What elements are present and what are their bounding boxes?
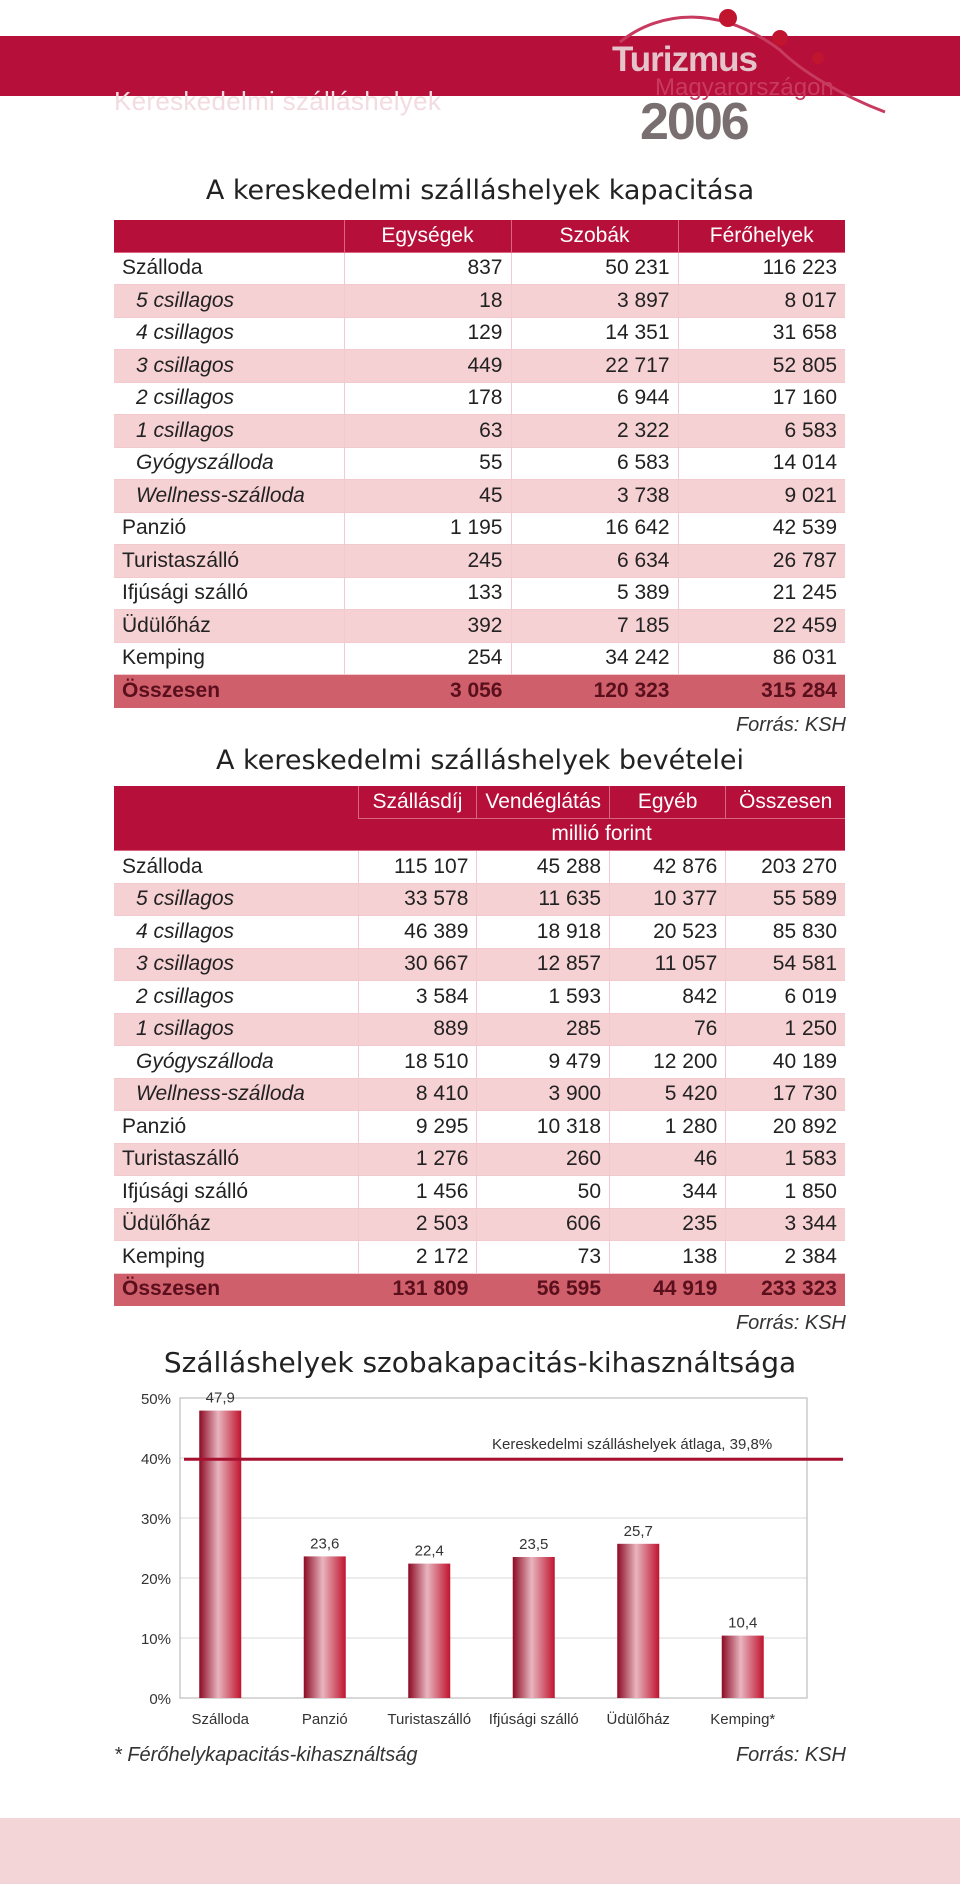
- row-label: Panzió: [114, 512, 344, 545]
- row-label: Kemping: [114, 642, 344, 675]
- column-header: Szobák: [511, 220, 678, 252]
- table-row: [114, 1013, 845, 1046]
- occupancy-bar-chart: [0, 1380, 960, 1740]
- cell-value: 20 892: [726, 1111, 845, 1144]
- section-title: Kereskedelmi szálláshelyek: [114, 86, 442, 116]
- cell-value: 3 900: [477, 1078, 610, 1111]
- cell-value: 449: [344, 350, 511, 383]
- bar-value-label: 23,5: [519, 1536, 549, 1553]
- revenue-table-title: A kereskedelmi szálláshelyek bevételei: [215, 745, 745, 776]
- cell-value: 46: [610, 1143, 726, 1176]
- row-label: Ifjúsági szálló: [114, 577, 344, 610]
- cell-value: 45 288: [477, 851, 610, 884]
- chart-footnote: * Férőhelykapacitás-kihasználtság: [114, 1744, 418, 1766]
- row-label: Üdülőház: [114, 1208, 358, 1241]
- table-row: [114, 545, 845, 578]
- capacity-table-title: A kereskedelmi szálláshelyek kapacitása: [205, 175, 755, 206]
- cell-value: 33 578: [358, 883, 477, 916]
- cell-value: 3 056: [344, 675, 511, 708]
- cell-value: 55: [344, 447, 511, 480]
- cell-value: 1 850: [726, 1176, 845, 1209]
- cell-value: 6 944: [511, 382, 678, 415]
- cell-value: 138: [610, 1241, 726, 1274]
- cell-value: 1 280: [610, 1111, 726, 1144]
- cell-value: 50 231: [511, 252, 678, 285]
- column-header: [114, 786, 358, 851]
- cell-value: 18: [344, 285, 511, 318]
- cell-value: 40 189: [726, 1046, 845, 1079]
- row-label: Gyógyszálloda: [114, 447, 344, 480]
- cell-value: 842: [610, 981, 726, 1014]
- cell-value: 63: [344, 415, 511, 448]
- table-row: [114, 285, 845, 318]
- cell-value: 245: [344, 545, 511, 578]
- cell-value: 11 057: [610, 948, 726, 981]
- column-header: Egyéb: [610, 786, 726, 818]
- row-label: 3 csillagos: [114, 350, 344, 383]
- cell-value: 14 351: [511, 317, 678, 350]
- column-header: [114, 220, 344, 252]
- table-row: [114, 1208, 845, 1241]
- logo: [600, 0, 900, 150]
- cell-value: 6 583: [678, 415, 845, 448]
- logo-word: Turizmus: [612, 40, 757, 79]
- row-label: Wellness-szálloda: [114, 480, 344, 513]
- cell-value: 129: [344, 317, 511, 350]
- cell-value: 10 377: [610, 883, 726, 916]
- table-row: [114, 1046, 845, 1079]
- row-label: 5 csillagos: [114, 285, 344, 318]
- cell-value: 55 589: [726, 883, 845, 916]
- table-row: [114, 1111, 845, 1144]
- cell-value: 6 019: [726, 981, 845, 1014]
- row-label: Üdülőház: [114, 610, 344, 643]
- row-label: 4 csillagos: [114, 916, 358, 949]
- row-label: 1 csillagos: [114, 415, 344, 448]
- x-tick-label: Turistaszálló: [387, 1711, 472, 1728]
- revenue-source: Forrás: KSH: [735, 1312, 846, 1334]
- row-label: Panzió: [114, 1111, 358, 1144]
- cell-value: 26 787: [678, 545, 845, 578]
- column-header: Összesen: [726, 786, 845, 818]
- cell-value: 85 830: [726, 916, 845, 949]
- cell-value: 115 107: [358, 851, 477, 884]
- row-label: Gyógyszálloda: [114, 1046, 358, 1079]
- table-row: [114, 916, 845, 949]
- cell-value: 16 642: [511, 512, 678, 545]
- row-label: Ifjúsági szálló: [114, 1176, 358, 1209]
- cell-value: 46 389: [358, 916, 477, 949]
- cell-value: 889: [358, 1013, 477, 1046]
- cell-value: 254: [344, 642, 511, 675]
- cell-value: 17 160: [678, 382, 845, 415]
- cell-value: 42 876: [610, 851, 726, 884]
- row-label: 3 csillagos: [114, 948, 358, 981]
- footer-bar: [0, 1818, 960, 1884]
- table-row: [114, 350, 845, 383]
- cell-value: 344: [610, 1176, 726, 1209]
- cell-value: 8 017: [678, 285, 845, 318]
- cell-value: 2 384: [726, 1241, 845, 1274]
- table-row: [114, 1176, 845, 1209]
- cell-value: 17 730: [726, 1078, 845, 1111]
- cell-value: 14 014: [678, 447, 845, 480]
- cell-value: 116 223: [678, 252, 845, 285]
- column-header: Vendéglátás: [477, 786, 610, 818]
- logo-year: 2006: [640, 93, 748, 151]
- table-row: [114, 883, 845, 916]
- row-label: Wellness-szálloda: [114, 1078, 358, 1111]
- row-label: 5 csillagos: [114, 883, 358, 916]
- bar-value-label: 25,7: [623, 1522, 653, 1540]
- cell-value: 3 738: [511, 480, 678, 513]
- x-tick-label: Kemping*: [710, 1711, 776, 1728]
- bar: [617, 1544, 659, 1698]
- cell-value: 9 479: [477, 1046, 610, 1079]
- table-row: [114, 610, 845, 643]
- cell-value: 235: [610, 1208, 726, 1241]
- cell-value: 131 809: [358, 1273, 477, 1306]
- chart-source: Forrás: KSH: [735, 1744, 846, 1766]
- y-tick-label: 10%: [140, 1631, 171, 1648]
- y-tick-label: 0%: [149, 1691, 171, 1708]
- cell-value: 133: [344, 577, 511, 610]
- row-label: 1 csillagos: [114, 1013, 358, 1046]
- y-tick-label: 30%: [140, 1511, 171, 1528]
- bar: [408, 1564, 450, 1698]
- x-tick-label: Ifjúsági szálló: [488, 1711, 579, 1728]
- row-label: Szálloda: [114, 851, 358, 884]
- total-row: [114, 675, 845, 708]
- row-label: Turistaszálló: [114, 545, 344, 578]
- cell-value: 178: [344, 382, 511, 415]
- cell-value: 22 459: [678, 610, 845, 643]
- cell-value: 18 510: [358, 1046, 477, 1079]
- cell-value: 2 322: [511, 415, 678, 448]
- row-label: 4 csillagos: [114, 317, 344, 350]
- table-row: [114, 642, 845, 675]
- cell-value: 11 635: [477, 883, 610, 916]
- cell-value: 31 658: [678, 317, 845, 350]
- y-tick-label: 40%: [140, 1451, 171, 1468]
- table-row: [114, 480, 845, 513]
- cell-value: 6 583: [511, 447, 678, 480]
- bar-value-label: 22,4: [414, 1542, 444, 1560]
- cell-value: 6 634: [511, 545, 678, 578]
- row-label: 2 csillagos: [114, 382, 344, 415]
- bar: [513, 1557, 555, 1698]
- cell-value: 21 245: [678, 577, 845, 610]
- cell-value: 12 200: [610, 1046, 726, 1079]
- cell-value: 3 344: [726, 1208, 845, 1241]
- table-row: [114, 851, 845, 884]
- chart-title: Szálláshelyek szobakapacitás-kihasználtsága: [163, 1346, 797, 1379]
- cell-value: 30 667: [358, 948, 477, 981]
- cell-value: 285: [477, 1013, 610, 1046]
- table-row: [114, 415, 845, 448]
- row-label: Turistaszálló: [114, 1143, 358, 1176]
- cell-value: 5 389: [511, 577, 678, 610]
- cell-value: 1 456: [358, 1176, 477, 1209]
- column-header: Egységek: [344, 220, 511, 252]
- x-tick-label: Panzió: [301, 1711, 348, 1728]
- cell-value: 50: [477, 1176, 610, 1209]
- cell-value: 837: [344, 252, 511, 285]
- column-header: Férőhelyek: [678, 220, 845, 252]
- column-header: Szállásdíj: [358, 786, 477, 818]
- table-row: [114, 317, 845, 350]
- table-row: [114, 1241, 845, 1274]
- cell-value: 1 250: [726, 1013, 845, 1046]
- cell-value: 76: [610, 1013, 726, 1046]
- cell-value: 56 595: [477, 1273, 610, 1306]
- cell-value: 73: [477, 1241, 610, 1274]
- table-row: [114, 252, 845, 285]
- row-label: Kemping: [114, 1241, 358, 1274]
- row-label: 2 csillagos: [114, 981, 358, 1014]
- table-row: [114, 948, 845, 981]
- average-line-label: Kereskedelmi szálláshelyek átlaga, 39,8%: [492, 1436, 773, 1454]
- table-row: [114, 1078, 845, 1111]
- bar-value-label: 47,9: [205, 1389, 235, 1407]
- cell-value: 1 593: [477, 981, 610, 1014]
- cell-value: 1 583: [726, 1143, 845, 1176]
- cell-value: 34 242: [511, 642, 678, 675]
- table-row: [114, 382, 845, 415]
- cell-value: 42 539: [678, 512, 845, 545]
- cell-value: 315 284: [678, 675, 845, 708]
- table-row: [114, 1143, 845, 1176]
- cell-value: 54 581: [726, 948, 845, 981]
- y-tick-label: 50%: [140, 1391, 171, 1408]
- cell-value: 233 323: [726, 1273, 845, 1306]
- table-row: [114, 512, 845, 545]
- x-tick-label: Üdülőház: [606, 1711, 670, 1728]
- bar-value-label: 10,4: [728, 1614, 758, 1632]
- y-tick-label: 20%: [140, 1571, 171, 1588]
- cell-value: 12 857: [477, 948, 610, 981]
- cell-value: 260: [477, 1143, 610, 1176]
- cell-value: 3 584: [358, 981, 477, 1014]
- row-label: Összesen: [114, 675, 344, 708]
- row-label: Összesen: [114, 1273, 358, 1306]
- cell-value: 7 185: [511, 610, 678, 643]
- table-row: [114, 981, 845, 1014]
- cell-value: 20 523: [610, 916, 726, 949]
- unit-header: millió forint: [358, 818, 845, 851]
- cell-value: 120 323: [511, 675, 678, 708]
- cell-value: 1 276: [358, 1143, 477, 1176]
- capacity-table: [114, 220, 845, 708]
- table-row: [114, 577, 845, 610]
- cell-value: 5 420: [610, 1078, 726, 1111]
- cell-value: 392: [344, 610, 511, 643]
- cell-value: 2 172: [358, 1241, 477, 1274]
- row-label: Szálloda: [114, 252, 344, 285]
- cell-value: 8 410: [358, 1078, 477, 1111]
- cell-value: 86 031: [678, 642, 845, 675]
- total-row: [114, 1273, 845, 1306]
- bar: [304, 1556, 346, 1698]
- logo-subword: Magyarországon: [655, 74, 834, 101]
- bar-value-label: 23,6: [310, 1535, 340, 1553]
- cell-value: 22 717: [511, 350, 678, 383]
- revenue-table: [114, 786, 845, 1306]
- cell-value: 44 919: [610, 1273, 726, 1306]
- cell-value: 1 195: [344, 512, 511, 545]
- x-tick-label: Szálloda: [191, 1711, 250, 1728]
- bar: [199, 1411, 241, 1698]
- cell-value: 9 295: [358, 1111, 477, 1144]
- cell-value: 9 021: [678, 480, 845, 513]
- cell-value: 18 918: [477, 916, 610, 949]
- bar: [722, 1636, 764, 1698]
- cell-value: 10 318: [477, 1111, 610, 1144]
- cell-value: 3 897: [511, 285, 678, 318]
- cell-value: 203 270: [726, 851, 845, 884]
- cell-value: 52 805: [678, 350, 845, 383]
- cell-value: 606: [477, 1208, 610, 1241]
- capacity-source: Forrás: KSH: [735, 714, 846, 736]
- table-row: [114, 447, 845, 480]
- cell-value: 2 503: [358, 1208, 477, 1241]
- cell-value: 45: [344, 480, 511, 513]
